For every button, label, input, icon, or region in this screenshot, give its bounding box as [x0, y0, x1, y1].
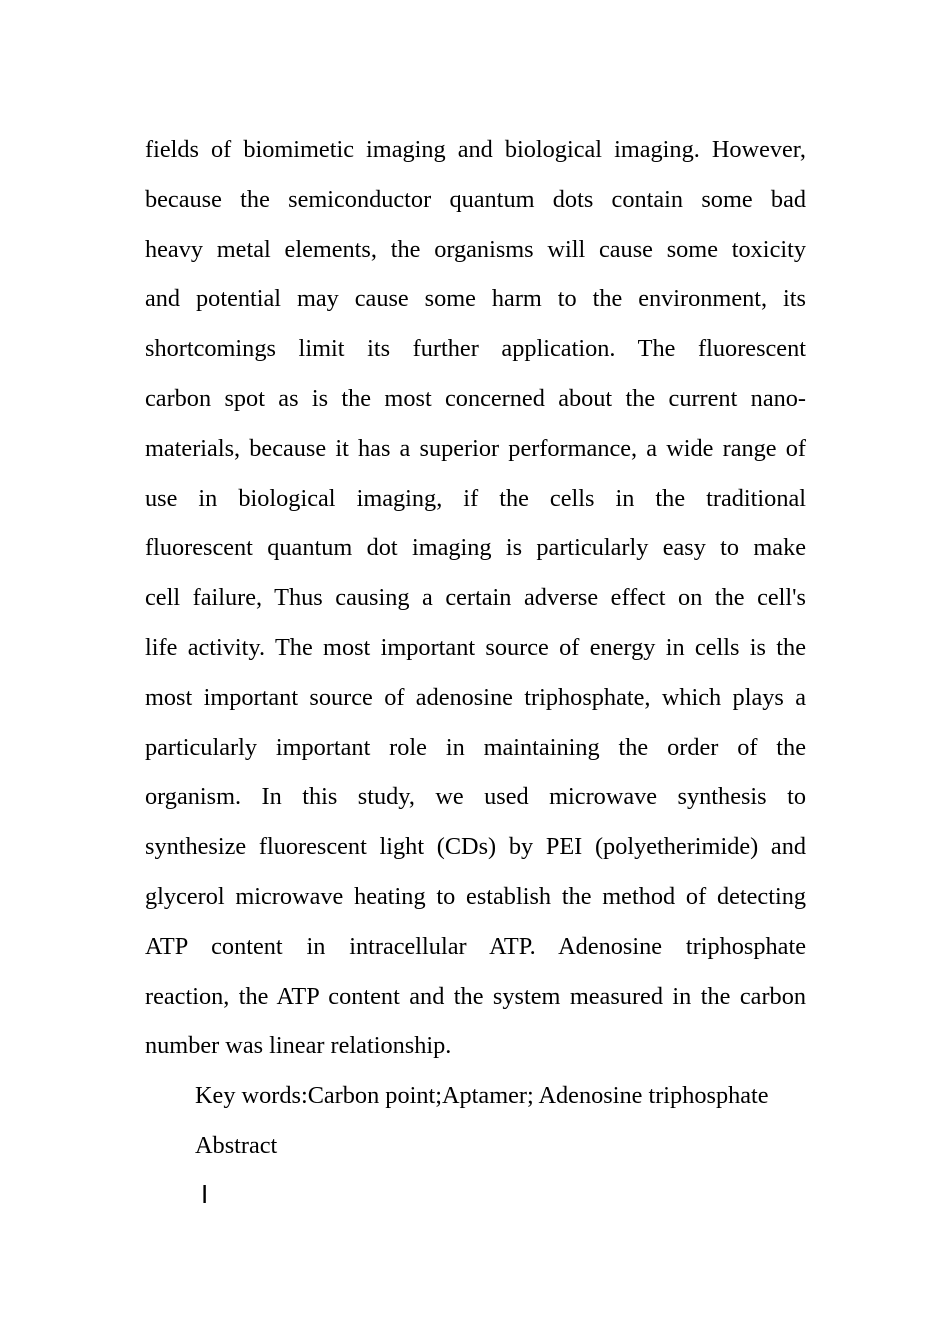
- paragraph-line: carbon spot as is the most concerned about the current nano-: [145, 384, 806, 412]
- page-number: Ⅰ: [201, 1182, 209, 1209]
- paragraph-line: number was linear relationship.: [145, 1032, 452, 1060]
- paragraph-line: ATP content in intracellular ATP. Adenosine triphosphate: [145, 932, 806, 960]
- paragraph-line: organism. In this study, we used microwave synthesis to: [145, 783, 806, 811]
- paragraph-line: heavy metal elements, the organisms will cause some toxicity: [145, 235, 806, 263]
- paragraph-line: shortcomings limit its further application. The fluorescent: [145, 335, 806, 363]
- paragraph-line: life activity. The most important source of energy in cells is the: [145, 633, 806, 661]
- paragraph-line: particularly important role in maintaining the order of the: [145, 733, 806, 761]
- paragraph-line: most important source of adenosine triphosphate, which plays a: [145, 683, 806, 711]
- paragraph-line: fields of biomimetic imaging and biological imaging. However,: [145, 136, 806, 163]
- paragraph-line: reaction, the ATP content and the system measured in the carbon: [145, 982, 806, 1010]
- keywords-line: Key words:Carbon point;Aptamer; Adenosine triphosphate: [195, 1082, 769, 1109]
- paragraph-line: fluorescent quantum dot imaging is particularly easy to make: [145, 534, 806, 562]
- section-label: Abstract: [195, 1132, 278, 1159]
- paragraph-line: cell failure, Thus causing a certain adverse effect on the cell's: [145, 584, 806, 612]
- paragraph-line: glycerol microwave heating to establish the method of detecting: [145, 882, 806, 910]
- paragraph-line: use in biological imaging, if the cells in the traditional: [145, 484, 806, 512]
- paragraph-line: materials, because it has a superior performance, a wide range of: [145, 434, 806, 462]
- paragraph-line: and potential may cause some harm to the environment, its: [145, 285, 806, 313]
- paragraph-line: synthesize fluorescent light (CDs) by PEI (polyetherimide) and: [145, 833, 806, 861]
- paragraph-line: because the semiconductor quantum dots contain some bad: [145, 185, 806, 213]
- abstract-paragraph: [145, 125, 806, 1071]
